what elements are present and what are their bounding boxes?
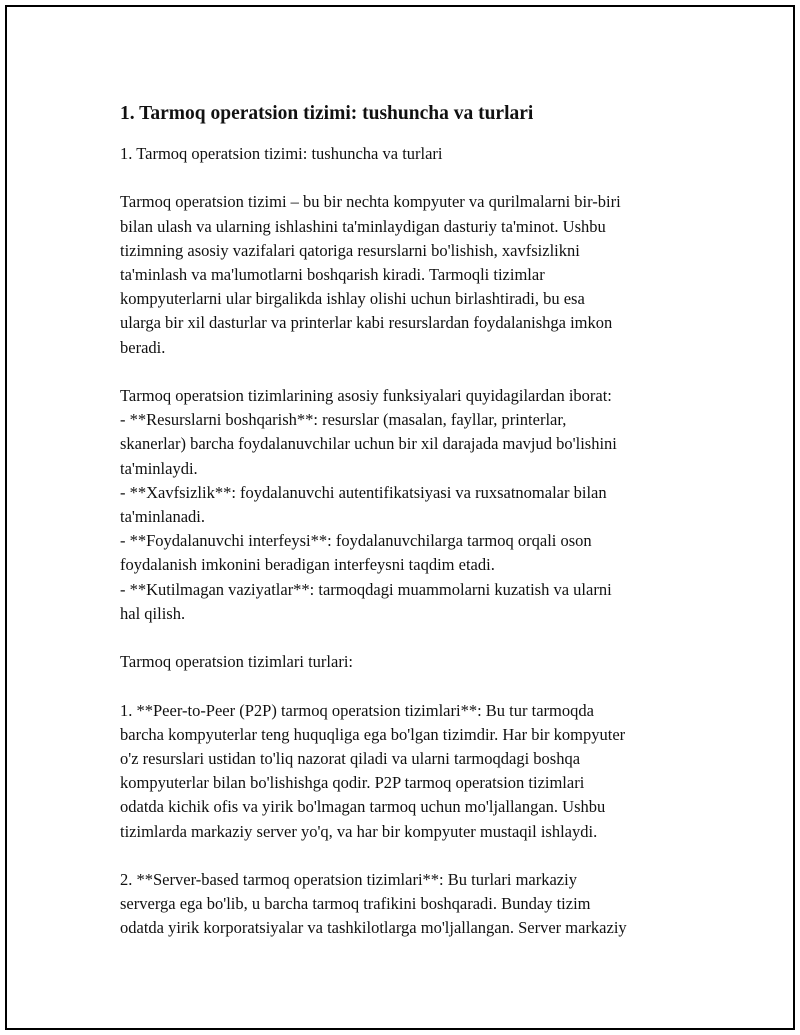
page-frame	[5, 5, 795, 1030]
document-body	[120, 102, 720, 941]
type-server-paragraph: 2. **Server-based tarmoq operatsion tizimlari**: Bu turlari markaziy serverga ega bo'lib, u barcha tarmoq trafikini boshqaradi. Bunday tizim odatda yirik korporatsiyalar va tashkilotlarga mo'ljallangan. Server markaziy	[120, 870, 627, 938]
type-p2p-paragraph: 1. **Peer-to-Peer (P2P) tarmoq operatsion tizimlari**: Bu tur tarmoqda barcha kompyuterlar teng huquqliga ega bo'lgan tizimdir. Har bir kompyuter o'z resurslari ustidan to'liq nazorat qiladi va ularni tarmoqdagi boshqa kompyuterlar bilan bo'lishishga qodir. P2P tarmoq operatsion tizimlari odatda kichik ofis va yirik bo'lmagan tarmoq uchun mo'ljallangan. Ushbu tizimlarda markaziy server yo'q, va har bir kompyuter mustaqil ishlaydi.	[120, 700, 626, 841]
intro-paragraph: Tarmoq operatsion tizimi – bu bir nechta kompyuter va qurilmalarni bir-biri bilan ulash va ularning ishlashini ta'minlaydigan dasturiy ta'minot. Ushbu tizimning asosiy vazifalari qatoriga resurslarni bo'lishish, xavfsizlikni ta'minlash va ma'lumotlarni boshqarish kiradi. Tarmoqli tizimlar kompyuterlarni ular birgalikda ishlay olishi uchun birlashtiradi, bu esa ularga bir xil dasturlar va printerlar kabi resurslardan foydalanishga imkon beradi.	[120, 192, 621, 357]
document-title: 1. Tarmoq operatsion tizimi: tushuncha va turlari	[120, 103, 534, 124]
types-heading: Tarmoq operatsion tizimlari turlari:	[120, 652, 353, 672]
document-subtitle: 1. Tarmoq operatsion tizimi: tushuncha va turlari	[120, 144, 443, 163]
functions-paragraph: Tarmoq operatsion tizimlarining asosiy funksiyalari quyidagilardan iborat: - **Resurslarni boshqarish**: resurslar (masalan, fayllar, printerlar, skanerlar) barcha foydalanuvchilar uchun bir xil darajada mavjud bo'lishini ta'minlaydi. - **Xavfsizlik**: foydalanuvchi autentifikatsiyasi va ruxsatnomalar bilan ta'minlanadi. - **Foydalanuvchi interfeysi**: foydalanuvchilarga tarmoq orqali oson foydalanish imkonini beradigan interfeysni taqdim etadi. - **Kutilmagan vaziyatlar**: tarmoqdagi muammolarni kuzatish va ularni hal qilish.	[120, 386, 617, 623]
